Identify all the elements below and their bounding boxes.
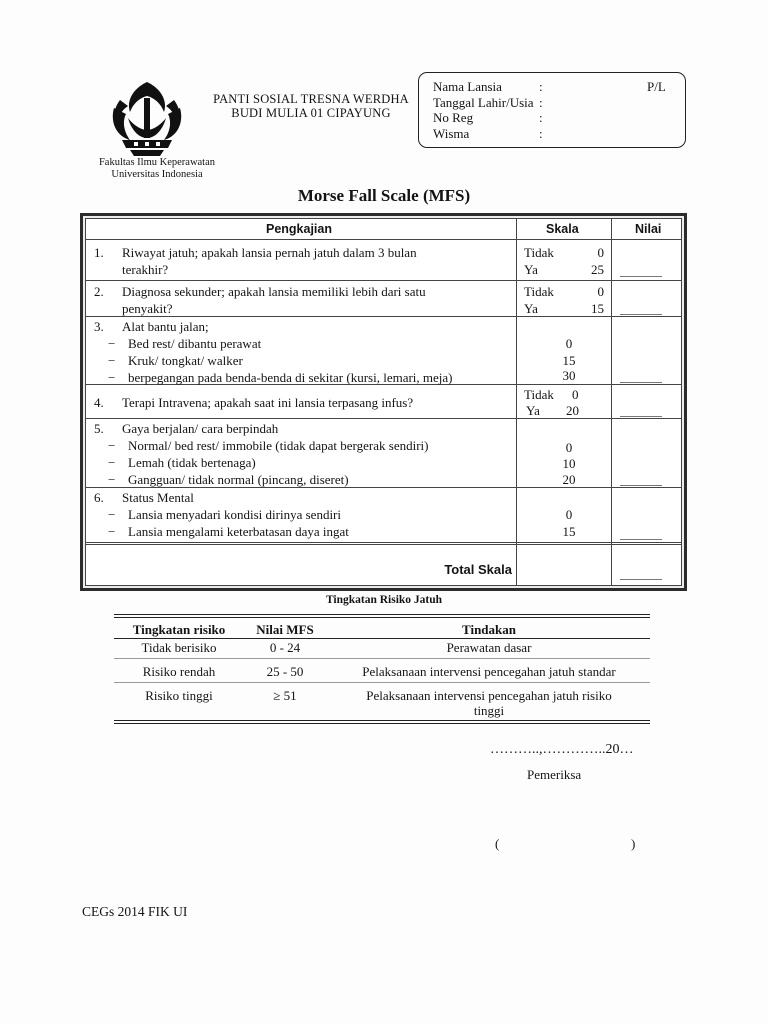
row-divider <box>86 542 681 543</box>
sub-option-text: Lansia menyadari kondisi dirinya sendiri <box>128 507 342 522</box>
page-title: Morse Fall Scale (MFS) <box>297 186 471 205</box>
sub-option-text: Bed rest/ dibantu perawat <box>128 336 262 351</box>
identity-label: Tanggal Lahir/Usia <box>433 94 534 110</box>
bullet-dash: − <box>108 438 116 453</box>
option-label: Tidak <box>524 387 554 402</box>
score-blank[interactable] <box>620 485 662 486</box>
header-assessment: Pengkajian <box>266 222 332 236</box>
identity-colon: : <box>539 125 543 141</box>
university-emblem-icon <box>104 78 190 158</box>
risk-level: Tidak berisiko <box>141 640 217 655</box>
risk-action <box>330 688 648 718</box>
sub-option-value: 15 <box>562 353 576 368</box>
option-label: Ya <box>526 403 540 418</box>
institution-line-1: PANTI SOSIAL TRESNA WERDHA <box>213 92 409 106</box>
option-label: Tidak <box>524 284 554 299</box>
total-score-blank[interactable] <box>620 579 662 580</box>
identity-row-regno <box>433 110 685 126</box>
table-rule <box>114 720 650 721</box>
sub-option-text: Lansia mengalami keterbatasan daya ingat <box>128 524 349 539</box>
risk-table-title: Tingkatan Risiko Jatuh <box>325 594 443 606</box>
signature-close-paren: ) <box>631 836 636 851</box>
faculty-line-2: Universitas Indonesia <box>111 169 203 180</box>
faculty-line-1: Fakultas Ilmu Keperawatan <box>98 157 216 168</box>
option-label: Ya <box>524 301 538 316</box>
row-divider <box>86 544 681 545</box>
identity-label: Nama Lansia <box>433 79 502 94</box>
risk-header-level: Tingkatan risiko <box>132 622 226 637</box>
mfs-table-body <box>85 218 682 586</box>
mfs-table <box>80 213 687 591</box>
identity-row-wisma <box>433 126 685 142</box>
option-value: 15 <box>591 301 604 316</box>
sub-option-value: 10 <box>562 456 576 471</box>
sub-option-text: Lemah (tidak bertenaga) <box>128 455 256 470</box>
sub-option-text: berpegangan pada benda-benda di sekitar (kursi, lemari, meja) <box>128 370 453 385</box>
table-rule <box>114 682 650 683</box>
identity-label: Wisma <box>433 125 470 141</box>
identity-colon: : <box>539 79 543 94</box>
institution-name <box>196 92 426 120</box>
sub-option-text: Kruk/ tongkat/ walker <box>128 353 243 368</box>
bullet-dash: − <box>108 472 116 487</box>
risk-action: Pelaksanaan intervensi pencegahan jatuh standar <box>362 664 616 679</box>
risk-score-range: 0 - 24 <box>269 640 301 655</box>
bullet-dash: − <box>108 353 116 368</box>
bullet-dash: − <box>108 455 116 470</box>
header-scale: Skala <box>546 222 579 236</box>
option-value: 0 <box>572 387 579 402</box>
sub-option-value: 15 <box>562 524 576 539</box>
bullet-dash: − <box>108 507 116 522</box>
item-question <box>122 244 522 278</box>
item-question-line: Riwayat jatuh; apakah lansia pernah jatuh dalam 3 bulan <box>122 245 417 260</box>
total-score-label: Total Skala <box>444 562 512 577</box>
risk-level: Risiko tinggi <box>145 688 213 703</box>
bullet-dash: − <box>108 524 116 539</box>
institution-line-2: BUDI MULIA 01 CIPAYUNG <box>231 106 391 120</box>
table-rule <box>114 723 650 724</box>
score-blank[interactable] <box>620 382 662 383</box>
identity-row-name <box>433 79 685 95</box>
item-number: 5. <box>94 421 104 436</box>
signature-open-paren: ( <box>495 836 500 851</box>
sub-option-value: 0 <box>565 440 573 455</box>
item-question-line: penyakit? <box>122 301 173 316</box>
row-divider <box>86 239 681 240</box>
risk-header-action: Tindakan <box>462 622 516 637</box>
sub-option-value: 30 <box>562 368 576 383</box>
risk-action-line: tinggi <box>473 703 505 718</box>
score-blank[interactable] <box>620 416 662 417</box>
item-number: 4. <box>94 395 104 410</box>
item-number: 3. <box>94 319 104 334</box>
risk-level: Risiko rendah <box>142 664 216 679</box>
bullet-dash: − <box>108 370 116 385</box>
table-rule <box>114 614 650 615</box>
row-divider <box>86 280 681 281</box>
option-value: 0 <box>597 284 604 299</box>
item-question-line: Diagnosa sekunder; apakah lansia memiliki lebih dari satu <box>122 284 426 299</box>
gender-marker: P/L <box>647 79 666 94</box>
item-question-line: terakhir? <box>122 262 169 277</box>
score-blank[interactable] <box>620 276 662 277</box>
option-value: 0 <box>597 245 604 260</box>
item-number: 2. <box>94 284 104 299</box>
score-blank[interactable] <box>620 314 662 315</box>
sub-option-text: Normal/ bed rest/ immobile (tidak dapat bergerak sendiri) <box>128 438 429 453</box>
header-score: Nilai <box>635 222 662 236</box>
risk-level-table <box>114 614 650 724</box>
option-label: Tidak <box>524 245 554 260</box>
risk-score-range: ≥ 51 <box>273 688 297 703</box>
sub-option-value: 20 <box>562 472 576 487</box>
faculty-name <box>82 157 232 181</box>
table-rule <box>114 617 650 618</box>
footer-text: CEGs 2014 FIK UI <box>82 904 188 919</box>
item-question: Status Mental <box>122 490 194 505</box>
date-line[interactable]: ………..,…………..20… <box>490 742 634 757</box>
table-rule <box>114 638 650 639</box>
table-rule <box>114 658 650 659</box>
identity-colon: : <box>539 94 543 110</box>
patient-identity-box <box>418 72 686 148</box>
identity-label: No Reg <box>433 110 474 125</box>
risk-score-range: 25 - 50 <box>266 664 304 679</box>
item-question: Alat bantu jalan; <box>122 319 209 334</box>
option-value: 20 <box>566 403 579 418</box>
identity-colon: : <box>539 110 543 125</box>
sub-option-text: Gangguan/ tidak normal (pincang, diseret) <box>128 472 349 487</box>
bullet-dash: − <box>108 336 116 351</box>
sub-option-value: 0 <box>565 336 573 351</box>
examiner-label: Pemeriksa <box>527 767 582 782</box>
score-blank[interactable] <box>620 539 662 540</box>
risk-action-line: Pelaksanaan intervensi pencegahan jatuh risiko <box>366 688 612 703</box>
option-label: Ya <box>524 262 538 277</box>
identity-row-birthdate <box>433 95 685 111</box>
item-question <box>122 283 522 317</box>
risk-action: Perawatan dasar <box>446 640 532 655</box>
sub-option-value: 0 <box>565 507 573 522</box>
risk-header-score: Nilai MFS <box>256 622 314 637</box>
item-question: Gaya berjalan/ cara berpindah <box>122 421 279 436</box>
option-value: 25 <box>591 262 604 277</box>
item-number: 1. <box>94 245 104 260</box>
item-question: Terapi Intravena; apakah saat ini lansia terpasang infus? <box>122 395 414 410</box>
item-number: 6. <box>94 490 104 505</box>
